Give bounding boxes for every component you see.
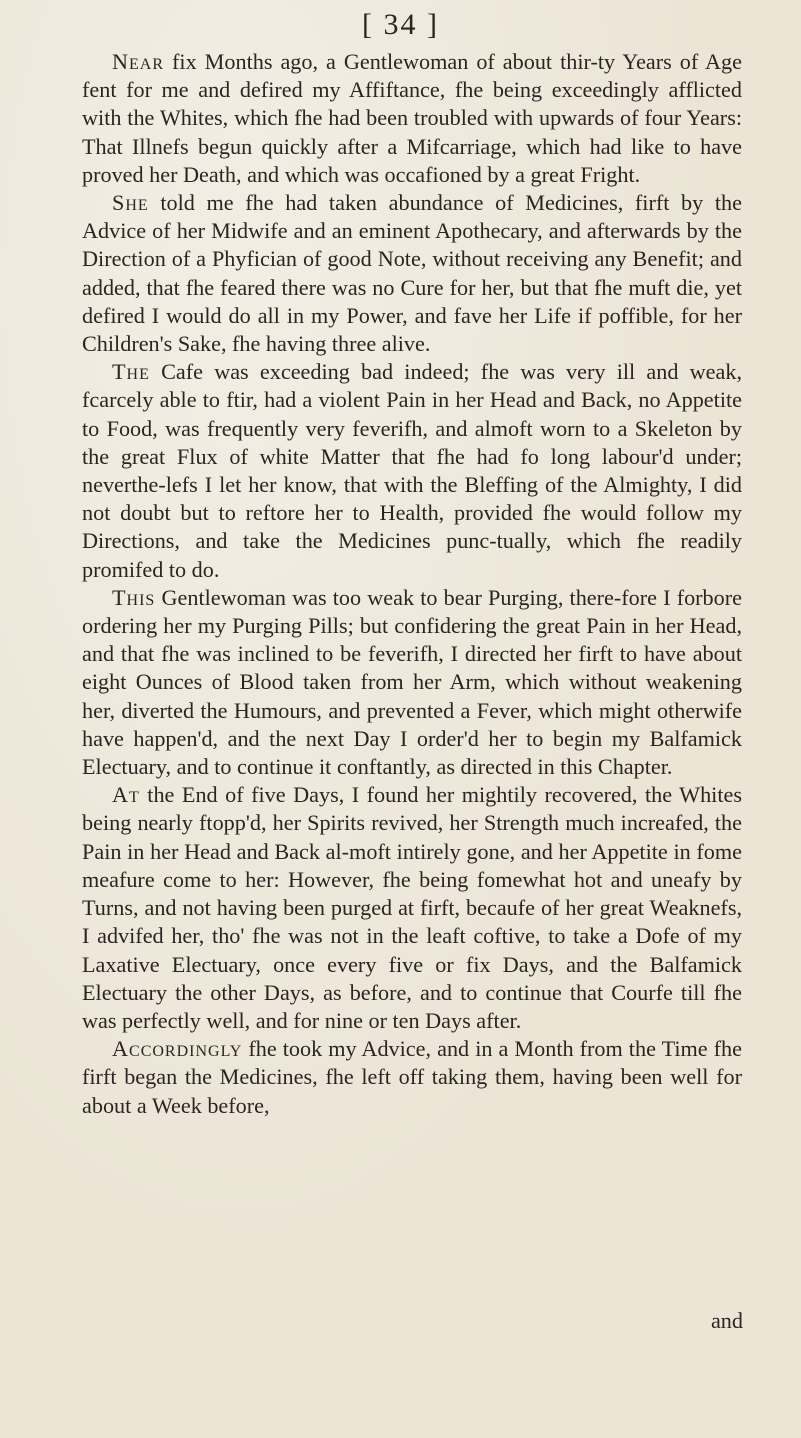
paragraph-text: Cafe was exceeding bad indeed; fhe was very ill and weak, fcarcely able to ftir, had a violent Pain in her Head and Back, no Appetite to Food, was frequently very feverifh, and almoft worn to a Skeleton by the great Flux of white Matter that fhe had fo long labour'd under; neverthe-lefs I let her know, that with the Bleffing of the Almighty, I did not doubt but to reftore her to Health, provided fhe would follow my Directions, and take the Medicines punc-tually, which fhe readily promifed to do. bbox=[82, 359, 742, 582]
paragraph-4 bbox=[82, 584, 742, 781]
paragraph-2 bbox=[82, 189, 742, 358]
catchword: and bbox=[710, 1308, 743, 1333]
paragraph-lead: She bbox=[112, 190, 149, 216]
page-number: [ 34 ] bbox=[362, 8, 439, 41]
body-text bbox=[82, 48, 742, 1120]
paragraph-6 bbox=[82, 1035, 742, 1120]
paragraph-lead: This bbox=[112, 584, 156, 610]
paragraph-text: fix Months ago, a Gentlewoman of about thir-ty Years of Age fent for me and defired my Affiftance, fhe being exceedingly afflicted with the Whites, which fhe had been troubled with upwards of four Years: That Illnefs begun quickly after a Mifcarriage, which had like to have proved her Death, and which was occafioned by a great Fright. bbox=[82, 49, 742, 187]
paragraph-text: the End of five Days, I found her mightily recovered, the Whites being nearly ftopp'd, her Spirits revived, her Strength much increafed, the Pain in her Head and Back al-moft intirely gone, and her Appetite in fome meafure come to her: However, fhe being fomewhat hot and uneafy by Turns, and not having been purged at firft, becaufe of her great Weaknefs, I advifed her, tho' fhe was not in the leaft coftive, to take a Dofe of my Laxative Electuary, once every five or fix Days, and the Balfamick Electuary the other Days, as before, and to continue that Courfe till fhe was perfectly well, and for nine or ten Days after. bbox=[82, 782, 742, 1033]
paragraph-lead: Near bbox=[112, 49, 165, 74]
paragraph-text: Gentlewoman was too weak to bear Purging, there-fore I forbore ordering her my Purging Pills; but confidering the great Pain in her Head, and that fhe was inclined to be feverifh, I directed her firft to have about eight Ounces of Blood taken from her Arm, which without weakening her, diverted the Humours, and prevented a Fever, which might otherwife have happen'd, and the next Day I order'd her to begin my Balfamick Electuary, and to continue it conftantly, as directed in this Chapter. bbox=[82, 584, 742, 780]
paragraph-1 bbox=[82, 48, 742, 189]
paragraph-lead: At bbox=[112, 782, 140, 808]
paragraph-lead: The bbox=[112, 359, 150, 385]
paragraph-lead: Accordingly bbox=[112, 1036, 243, 1062]
paragraph-5 bbox=[82, 781, 742, 1035]
paragraph-text: fhe took my Advice, and in a Month from the Time fhe firft began the Medicines, fhe left off taking them, having been well for about a Week before, bbox=[82, 1036, 742, 1118]
paragraph-3 bbox=[82, 358, 742, 584]
paragraph-text: told me fhe had taken abundance of Medicines, firft by the Advice of her Midwife and an eminent Apothecary, and afterwards by the Direction of a Phyfician of good Note, without receiving any Benefit; and added, that fhe feared there was no Cure for her, but that fhe muft die, yet defired I would do all in my Power, and fave her Life if poffible, for her Children's Sake, fhe having three alive. bbox=[82, 190, 742, 357]
